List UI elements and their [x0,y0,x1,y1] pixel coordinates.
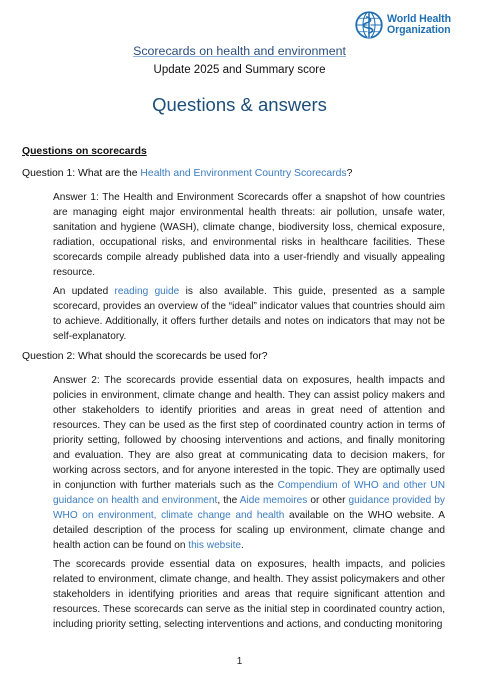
question-1 [22,168,352,179]
page-number: 1 [236,656,243,667]
reading-guide-prefix: An updated [53,286,115,297]
document-subtitle: Update 2025 and Summary score [153,64,326,76]
who-logo [354,8,474,42]
logo-line-1: World Health [387,13,451,25]
question-2: Question 2: What should the scorecards be used for? [22,351,268,362]
answer-2 [53,373,445,553]
scorecards-link[interactable]: Health and Environment Country Scorecards [140,168,347,179]
answer-2-part-5: . [241,540,244,551]
series-title [0,44,479,58]
reading-guide-suffix: is also available. This guide, presented as a sample scorecard, provides an overview of the “ideal” indicator values that countries should aim to achieve. Additionally, it offers further details and notes on indicators that may not be self-explanatory. [53,286,445,342]
answer-2-continued: The scorecards provide essential data on exposures, health impacts, and policies related to environment, climate change, and health. They assist policymakers and other stakeholders in identifying priorities and areas that require significant attention and resources. These scorecards can serve as the initial step in coordinated country action, including priority setting, selecting interventions and actions, and conducting monitoring [53,559,445,630]
answer-2-part-1: Answer 2: The scorecards provide essential data on exposures, health impacts and policies in environment, climate change and health. They can assist policy makers and other stakeholders to identify priorities and areas in great need of attention and resources. They can be used as the first step of coordinated country action in terms of priority setting, followed by choosing interventions and actions, and finally monitoring and evaluation. They are also great at communicating data to decision makers, for working across sectors, and for anyone interested in the topic. They are optimally used in conjunction with further materials such as the [53,375,445,491]
question-1-prefix: Question 1: What are the [22,168,141,179]
section-heading: Questions on scorecards [22,146,147,157]
answer-2-part-3: or other [307,495,349,506]
series-title-link[interactable]: Scorecards on health and environment [133,44,346,58]
aide-memoires-link[interactable]: Aide memoires [239,495,308,506]
logo-text [387,14,451,36]
logo-line-2: Organization [387,24,451,36]
compendium-link[interactable]: Compendium of WHO and other UN guidance on health and environment [53,480,445,506]
answer-2-part-4: available on the WHO website. A detailed description of the process for scaling up environment, climate change and health action can be found on [53,510,445,551]
this-website-link[interactable]: this website [188,540,242,551]
answer-1: Answer 1: The Health and Environment Scorecards offer a snapshot of how countries are managing eight major environmental health threats: air pollution, unsafe water, sanitation and hygiene (WASH), climate change, biodiversity loss, chemical exposure, radiation, occupational risks, and environmental risks in healthcare facilities. These scorecards compile already published data into a user-friendly and visually appealing resource. [53,192,445,278]
answer-1-reading-guide [53,284,445,344]
who-guidance-link[interactable]: guidance provided by WHO on environment, climate change and health [53,495,445,521]
reading-guide-link[interactable]: reading guide [114,286,180,297]
who-emblem-icon [354,10,384,40]
document-title: Questions & answers [152,94,327,115]
answer-2-part-2: , the [217,495,240,506]
question-1-suffix: ? [346,168,353,179]
